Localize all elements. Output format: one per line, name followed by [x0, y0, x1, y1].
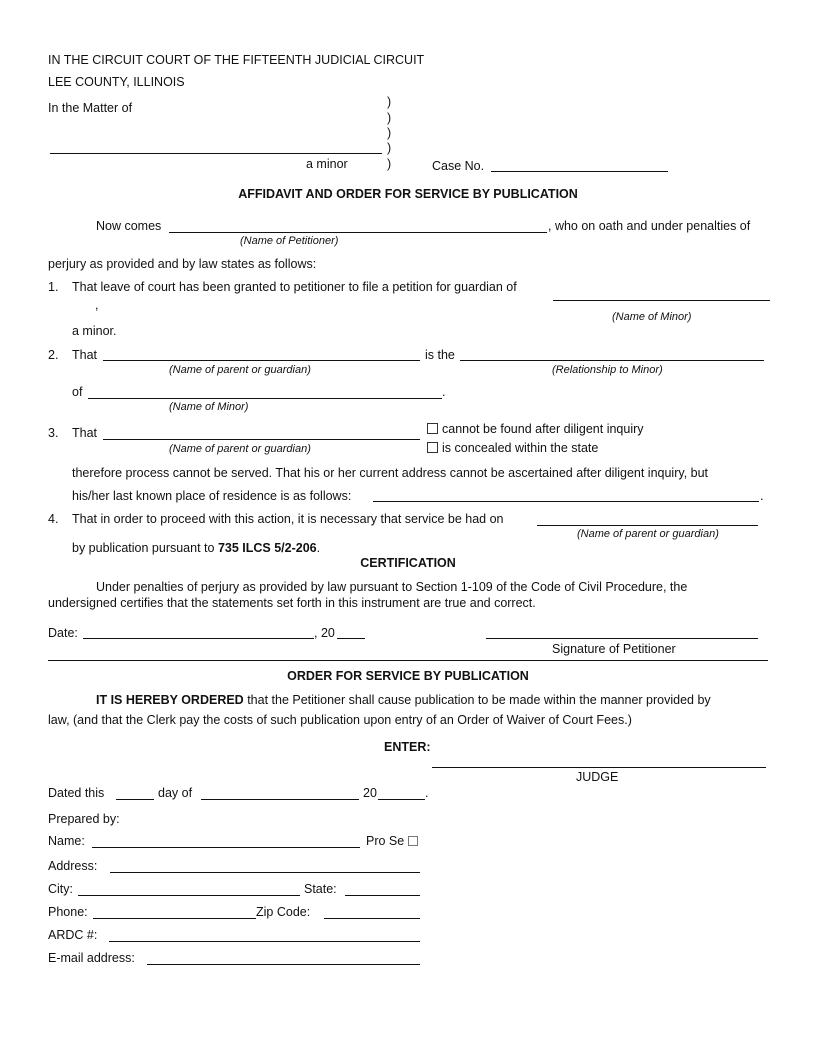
- item-1-minor-name-field[interactable]: [553, 300, 770, 301]
- case-no-field[interactable]: [491, 171, 668, 172]
- item-1-number: 1.: [48, 280, 59, 294]
- item-3-number: 3.: [48, 426, 59, 440]
- date-field[interactable]: [83, 638, 314, 639]
- caption-paren-2: ): [387, 111, 392, 125]
- item-3-parent-caption: (Name of parent or guardian): [169, 443, 311, 455]
- email-field[interactable]: [147, 964, 420, 965]
- county-name: LEE COUNTY, ILLINOIS: [48, 75, 185, 89]
- minor-label: a minor: [306, 157, 348, 171]
- publication-prefix: by publication pursuant to: [72, 541, 218, 555]
- pro-se-checkbox[interactable]: [408, 836, 418, 846]
- publication-statute-line: [72, 541, 320, 556]
- signature-field[interactable]: [486, 638, 758, 639]
- state-field[interactable]: [345, 895, 420, 896]
- cannot-be-found-checkbox[interactable]: [427, 423, 438, 434]
- item-3-that: That: [72, 426, 98, 440]
- item-2-parent-caption: (Name of parent or guardian): [169, 364, 311, 376]
- caption-paren-4: ): [387, 141, 392, 155]
- phone-field[interactable]: [93, 918, 256, 919]
- is-concealed-checkbox[interactable]: [427, 442, 438, 453]
- last-known-period: .: [760, 489, 764, 503]
- city-field[interactable]: [78, 895, 300, 896]
- statute-citation: 735 ILCS 5/2-206: [217, 541, 317, 555]
- date-label: Date:: [48, 626, 78, 640]
- case-no-label: Case No.: [432, 159, 485, 173]
- year-prefix: , 20: [314, 626, 335, 640]
- certification-title: CERTIFICATION: [360, 556, 456, 570]
- item-4-number: 4.: [48, 512, 59, 526]
- dated-this-label: Dated this: [48, 786, 105, 800]
- judge-signature-field[interactable]: [432, 767, 766, 768]
- dated-year-field[interactable]: [378, 799, 425, 800]
- dated-twenty-label: 20: [363, 786, 377, 800]
- court-name: IN THE CIRCUIT COURT OF THE FIFTEENTH JUDICIAL CIRCUIT: [48, 53, 425, 67]
- petitioner-name-field[interactable]: [169, 232, 547, 233]
- ardc-label: ARDC #:: [48, 928, 98, 942]
- caption-paren-1: ): [387, 95, 392, 109]
- matter-label: In the Matter of: [48, 101, 133, 115]
- a-minor-text: a minor.: [72, 324, 117, 338]
- last-known-label: his/her last known place of residence is as follows:: [72, 489, 352, 503]
- certification-line-2: undersigned certifies that the statements set forth in this instrument are true and correct.: [48, 596, 536, 610]
- ardc-field[interactable]: [109, 941, 420, 942]
- name-of-petitioner-caption: (Name of Petitioner): [240, 235, 339, 247]
- item-4-parent-caption: (Name of parent or guardian): [577, 528, 719, 540]
- phone-label: Phone:: [48, 905, 88, 919]
- dated-day-field[interactable]: [116, 799, 154, 800]
- item-2-is-the: is the: [425, 348, 455, 362]
- now-comes-label: Now comes: [96, 219, 162, 233]
- order-line-1: [96, 693, 711, 708]
- preparer-name-field[interactable]: [92, 847, 360, 848]
- address-field[interactable]: [110, 872, 420, 873]
- is-concealed-label: is concealed within the state: [442, 441, 599, 455]
- day-of-label: day of: [158, 786, 193, 800]
- judge-label: JUDGE: [576, 770, 619, 784]
- caption-paren-5: ): [387, 157, 392, 171]
- prepared-by-label: Prepared by:: [48, 812, 120, 826]
- pro-se-option[interactable]: [366, 834, 418, 849]
- order-title: ORDER FOR SERVICE BY PUBLICATION: [287, 669, 529, 683]
- minor-name-field[interactable]: [50, 153, 382, 154]
- item-2-relationship-caption: (Relationship to Minor): [552, 364, 663, 376]
- state-label: State:: [304, 882, 337, 896]
- city-label: City:: [48, 882, 73, 896]
- cannot-be-found-option[interactable]: [427, 422, 644, 437]
- item-3-parent-name-field[interactable]: [103, 439, 420, 440]
- signature-label: Signature of Petitioner: [552, 642, 676, 656]
- item-1-comma: ,: [95, 298, 99, 312]
- item-2-relationship-field[interactable]: [460, 360, 764, 361]
- year-field[interactable]: [337, 638, 365, 639]
- oath-text: , who on oath and under penalties of: [548, 219, 751, 233]
- last-known-address-field[interactable]: [373, 501, 759, 502]
- ordered-rest: that the Petitioner shall cause publication to be made within the manner provided by: [243, 693, 711, 707]
- dated-period: .: [425, 786, 429, 800]
- caption-paren-3: ): [387, 126, 392, 140]
- ordered-bold: IT IS HEREBY ORDERED: [96, 693, 244, 707]
- name-label: Name:: [48, 834, 85, 848]
- address-label: Address:: [48, 859, 98, 873]
- zip-label: Zip Code:: [256, 905, 311, 919]
- item-4-parent-name-field[interactable]: [537, 525, 758, 526]
- item-2-of: of: [72, 385, 83, 399]
- section-divider: [48, 660, 768, 661]
- item-2-name-of-minor-caption: (Name of Minor): [169, 401, 249, 413]
- item-2-that: That: [72, 348, 98, 362]
- publication-suffix: .: [316, 541, 321, 555]
- perjury-text: perjury as provided and by law states as follows:: [48, 257, 317, 271]
- item-2-parent-name-field[interactable]: [103, 360, 420, 361]
- enter-label: ENTER:: [384, 740, 431, 754]
- is-concealed-option[interactable]: [427, 441, 598, 456]
- pro-se-label: Pro Se: [366, 834, 405, 848]
- cannot-be-found-label: cannot be found after diligent inquiry: [442, 422, 644, 436]
- item-2-minor-name-field[interactable]: [88, 398, 442, 399]
- item-4-text: That in order to proceed with this action, it is necessary that service be had on: [72, 512, 504, 526]
- item-2-number: 2.: [48, 348, 59, 362]
- item-1-name-of-minor-caption: (Name of Minor): [612, 311, 692, 323]
- therefore-text: therefore process cannot be served. That his or her current address cannot be ascertained after diligent inquiry, but: [72, 466, 709, 480]
- item-2-period: .: [442, 385, 446, 399]
- order-line-2: law, (and that the Clerk pay the costs of such publication upon entry of an Order of Waiver of Court Fees.): [48, 713, 632, 727]
- item-1-text: That leave of court has been granted to petitioner to file a petition for guardian of: [72, 280, 517, 294]
- zip-field[interactable]: [324, 918, 420, 919]
- certification-line-1: Under penalties of perjury as provided by law pursuant to Section 1-109 of the Code of Civil Procedure, the: [96, 580, 688, 594]
- dated-month-field[interactable]: [201, 799, 359, 800]
- email-label: E-mail address:: [48, 951, 135, 965]
- affidavit-title: AFFIDAVIT AND ORDER FOR SERVICE BY PUBLICATION: [238, 187, 578, 201]
